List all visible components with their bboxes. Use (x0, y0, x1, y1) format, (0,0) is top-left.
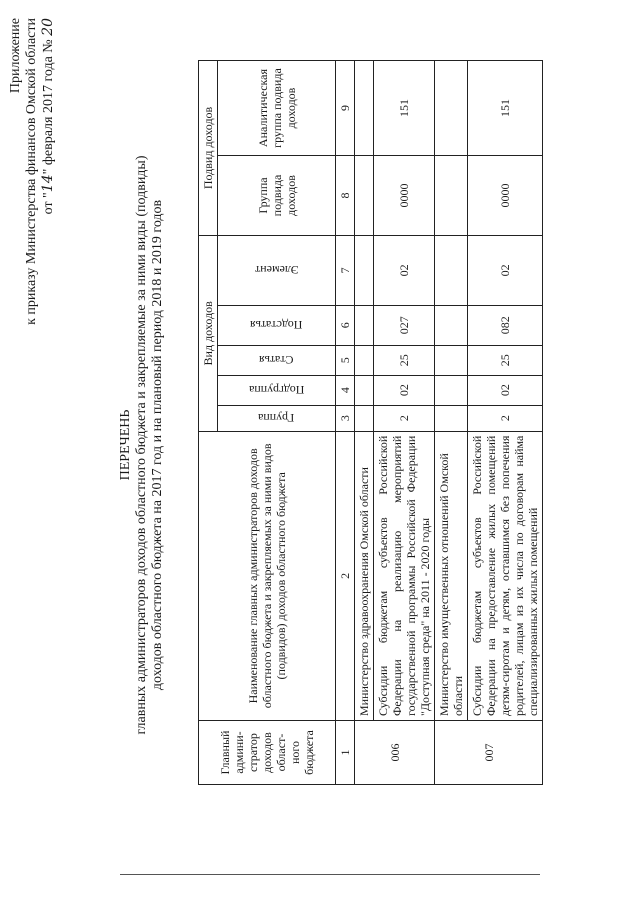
appendix-date-day: 14 (40, 174, 56, 193)
col-number-9: 9 (336, 61, 355, 156)
table-row-ministry-007 (435, 61, 468, 785)
header-row-1 (199, 61, 218, 785)
value-podstatya: 082 (468, 305, 543, 345)
header-podstatya: Подстатья (250, 318, 303, 333)
header-analit-gruppa: Аналитическая группа подвида доходов (218, 61, 336, 156)
appendix-line3 (40, 18, 57, 325)
col-number-8: 8 (336, 156, 355, 236)
col-number-4: 4 (336, 375, 355, 405)
header-podvid-group: Подвид доходов (199, 61, 218, 236)
title-line1: ПЕРЕЧЕНЬ (118, 409, 133, 481)
value-gruppa: 2 (374, 405, 435, 431)
column-numbers-row (336, 61, 355, 785)
document-title (118, 145, 166, 745)
table-row-ministry-006 (355, 61, 374, 785)
ministry-name: Министерство имущественных отношений Омской области (435, 431, 468, 720)
page-edge-line (120, 874, 540, 875)
header-gruppa-cell (218, 405, 336, 431)
value-statya: 25 (468, 345, 543, 375)
table-row-income (468, 61, 543, 785)
header-podstatya-cell (218, 305, 336, 345)
header-admin: Главный админи-стратор доходов област-ного бюджета (199, 721, 336, 785)
col-number-1: 1 (336, 721, 355, 785)
value-element: 02 (374, 235, 435, 305)
value-gruppa: 2 (468, 405, 543, 431)
title-line2: главных администраторов доходов областного бюджета и закрепляемые за ними виды (подвиды) (134, 155, 149, 735)
ministry-name: Министерство здравоохранения Омской области (355, 431, 374, 720)
appendix-order-number: 20 (40, 18, 56, 36)
title-line3: доходов областного бюджета на 2017 год и на плановый период 2018 и 2019 годов (150, 199, 165, 691)
table-row-income (374, 61, 435, 785)
value-gruppa-podvida: 0000 (374, 156, 435, 236)
header-statya-cell (218, 345, 336, 375)
admin-code: 007 (435, 721, 543, 785)
value-podstatya: 027 (374, 305, 435, 345)
header-element: Элемент (254, 263, 299, 278)
appendix-date-mid: " февраля 2017 года № (41, 39, 56, 175)
value-analit-gruppa: 151 (374, 61, 435, 156)
appendix-line2: к приказу Министерства финансов Омской области (24, 18, 39, 325)
header-gruppa: Группа (258, 411, 295, 426)
appendix-block (8, 18, 57, 325)
value-gruppa-podvida: 0000 (468, 156, 543, 236)
header-vid-group: Вид доходов (199, 235, 218, 431)
admin-code: 006 (355, 721, 435, 785)
header-element-cell (218, 235, 336, 305)
income-name: Субсидии бюджетам субъектов Российской Федерации на предоставление жилых помещений детям-сиротам и детям, оставшимся без попечения родителей, лицам из их числа по договорам найма специализированных жилых помещений (468, 431, 543, 720)
col-number-5: 5 (336, 345, 355, 375)
value-analit-gruppa: 151 (468, 61, 543, 156)
col-number-2: 2 (336, 431, 355, 720)
col-number-3: 3 (336, 405, 355, 431)
col-number-7: 7 (336, 235, 355, 305)
income-table (198, 60, 543, 785)
appendix-line1: Приложение (8, 18, 23, 94)
income-name: Субсидии бюджетам субъектов Российской Федерации на реализацию мероприятий государственной программы Российской Федерации "Доступная среда" на 2011 - 2020 годы (374, 431, 435, 720)
value-podgruppa: 02 (374, 375, 435, 405)
appendix-date-prefix: от " (41, 192, 56, 215)
header-statya: Статья (259, 353, 294, 368)
value-statya: 25 (374, 345, 435, 375)
col-number-6: 6 (336, 305, 355, 345)
header-podgruppa-cell (218, 375, 336, 405)
header-gruppa-podvida: Группа подвида доходов (218, 156, 336, 236)
header-podgruppa: Подгруппа (248, 383, 305, 398)
value-element: 02 (468, 235, 543, 305)
value-podgruppa: 02 (468, 375, 543, 405)
header-name: Наименование главных администраторов доходов областного бюджета и закрепляемых за ними видов (подвидов) доходов областного бюджета (199, 431, 336, 720)
